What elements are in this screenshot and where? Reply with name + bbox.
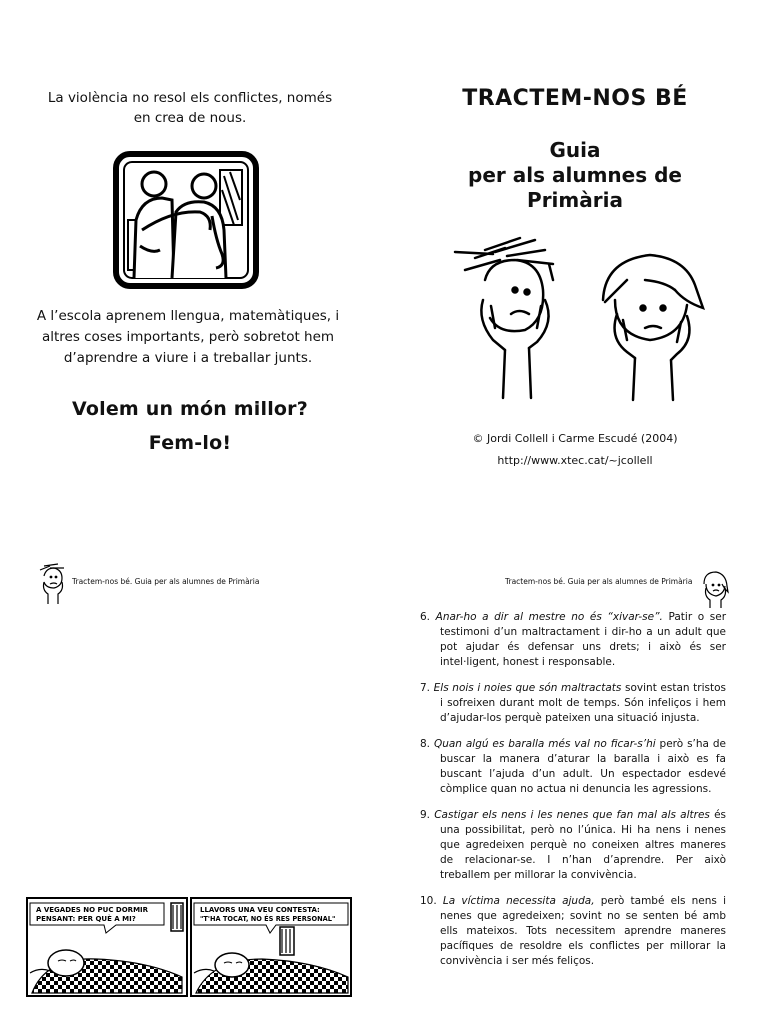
slogan-answer: Fem-lo! — [148, 432, 232, 454]
list-item — [420, 681, 726, 726]
running-header-right: Tractem-nos bé. Guia per als alumnes de Primària — [505, 577, 693, 586]
item-lead: Quan algú es baralla més val no ficar-s’hi — [433, 738, 656, 750]
list-item — [420, 894, 726, 969]
panel1-caption-line1: A VEGADES NO PUC DORMIR — [36, 906, 149, 914]
item-number: 8. — [420, 738, 431, 750]
cover-title: TRACTEM-NOS BÉ — [462, 86, 688, 111]
list-item — [420, 737, 726, 797]
boy-face-icon — [36, 562, 68, 606]
cover-subtitle — [400, 138, 750, 213]
subtitle-line-3: Primària — [527, 188, 623, 212]
panel2-caption-line2: "T'HA TOCAT, NO ÉS RES PERSONAL" — [200, 915, 336, 923]
list-item — [420, 610, 726, 670]
panel2-caption-line1: LLAVORS UNA VEU CONTESTA: — [200, 906, 320, 914]
school-line-1: A l’escola aprenem llengua, matemàtiques, i — [36, 308, 340, 324]
item-text: però s’ha de buscar la manera d’aturar la baralla i això es fa buscant l’ajuda d’un adult. Un espectador esdevé còmplice quan no actua ni denuncia les agressions. — [440, 738, 727, 795]
school-line-3: d’aprendre a viure i a treballar junts. — [63, 350, 313, 366]
credit-authors: © Jordi Collell i Carme Escudé (2004) — [472, 432, 678, 445]
slogan-question: Volem un món millor? — [72, 398, 308, 420]
subtitle-line-2: per als alumnes de — [468, 163, 682, 187]
panel1-caption-line2: PENSANT: PER QUÈ A MI? — [36, 915, 136, 923]
item-text: però també els nens i nenes que agredeixen; sovint no se senten bé amb ells mateixos. Tots necessitem aprendre maneres pacífiques de resoldre els conflictes per millorar la convivència i ser més feliços. — [440, 895, 726, 967]
school-text — [32, 306, 344, 369]
item-text: és una possibilitat, però no l’única. Hi ha nens i nenes que agredeixen perquè no coneixen altres maneres de relacionar-se. I n’han d’aprendre. Per això treballem per millorar la convivència. — [440, 809, 726, 881]
school-line-2: altres coses importants, però sobretot hem — [41, 329, 335, 345]
subtitle-line-1: Guia — [549, 138, 601, 162]
item-number: 9. — [420, 809, 431, 821]
list-item — [420, 808, 726, 883]
item-number: 10. — [420, 895, 437, 907]
guide-items-list — [420, 610, 726, 980]
running-header-left: Tractem-nos bé. Guia per als alumnes de Primària — [72, 577, 260, 586]
intro-line-2: en crea de nous. — [133, 110, 247, 126]
comic-panel-2 — [191, 898, 351, 996]
item-number: 6. — [420, 611, 431, 623]
item-text: sovint estan tristos i sofreixen durant molt de temps. Són infeliços i hem d’ajudar-los perquè pateixen una situació injusta. — [440, 682, 727, 724]
credit-url[interactable]: http://www.xtec.cat/~jcollell — [497, 454, 653, 467]
item-lead: Castigar els nens i les nenes que fan mal als altres — [434, 809, 710, 821]
item-lead: La víctima necessita ajuda, — [442, 895, 595, 907]
item-text: Patir o ser testimoni d’un maltractament i dir-ho a un adult que pot ajudar és defensar uns drets; i això és ser intel·ligent, honest i responsable. — [440, 611, 727, 668]
intro-line-1: La violència no resol els conflictes, només — [47, 90, 333, 106]
intro-text — [40, 88, 340, 128]
worried-kids-icon — [445, 230, 720, 405]
item-lead: Anar-ho a dir al mestre no és “xivar-se”. — [435, 611, 663, 623]
credit-block — [420, 428, 730, 472]
comic-strip — [26, 897, 352, 997]
comic-panel-1 — [27, 898, 187, 996]
girl-face-icon — [700, 568, 730, 608]
item-number: 7. — [420, 682, 431, 694]
item-lead: Els nois i noies que són maltractats — [433, 682, 622, 694]
hugging-figures-icon — [112, 150, 260, 290]
